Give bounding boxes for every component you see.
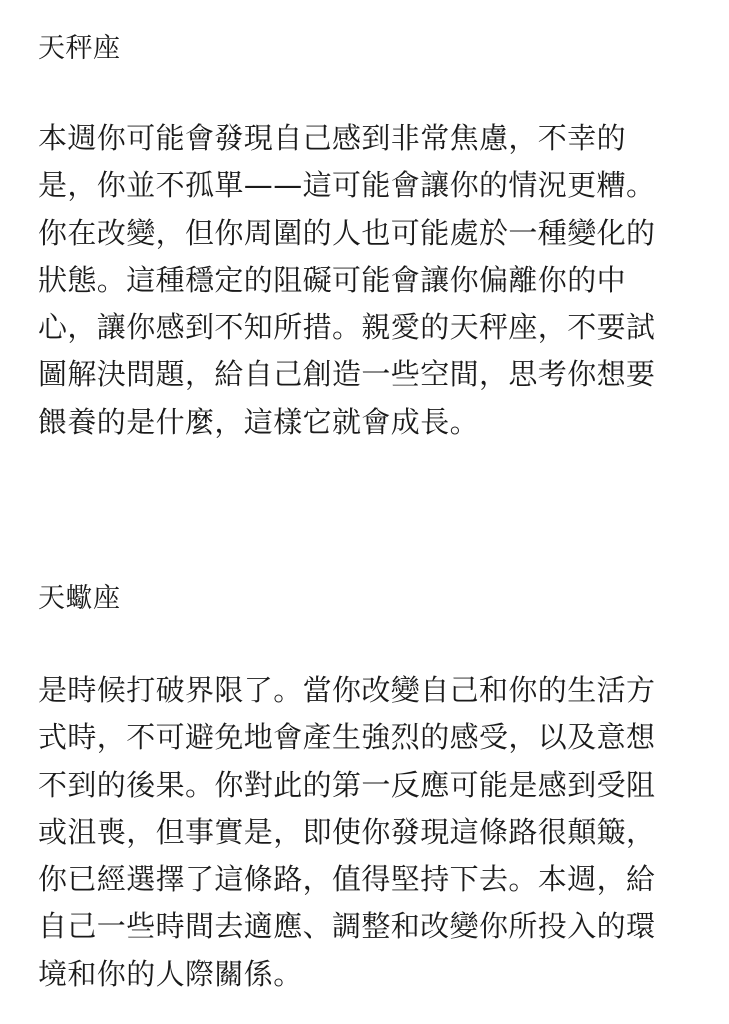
body-line: 境和你的人際關係。	[38, 956, 303, 991]
body-line: 本週你可能會發現自己感到非常焦慮，不幸的	[38, 121, 627, 155]
body-line: 式時，不可避免地會產生強烈的感受，以及意想	[38, 720, 656, 755]
section-body-scorpio	[38, 667, 698, 998]
body-line: 你已經選擇了這條路，值得堅持下去。本週，給	[38, 862, 656, 897]
body-line: 是，你並不孤單——這可能會讓你的情況更糟。	[38, 168, 656, 203]
body-line: 心，讓你感到不知所措。親愛的天秤座，不要試	[38, 310, 656, 345]
body-line: 你在改變，但你周圍的人也可能處於一種變化的	[38, 215, 656, 250]
body-line: 不到的後果。你對此的第一反應可能是感到受阻	[38, 767, 656, 802]
body-line: 是時候打破界限了。當你改變自己和你的生活方	[38, 673, 656, 707]
body-line: 圖解決問題，給自己創造一些空間，思考你想要	[38, 357, 656, 392]
body-line: 餵養的是什麼，這樣它就會成長。	[38, 404, 480, 439]
section-title-scorpio: 天蠍座	[38, 583, 121, 614]
body-line: 自己一些時間去適應、調整和改變你所投入的環	[38, 909, 656, 944]
body-line: 或沮喪，但事實是，即使你發現這條路很顛簸，	[38, 814, 656, 849]
body-line: 狀態。這種穩定的阻礙可能會讓你偏離你的中	[38, 262, 627, 297]
section-body-libra	[38, 115, 698, 446]
section-title-libra: 天秤座	[38, 33, 121, 64]
